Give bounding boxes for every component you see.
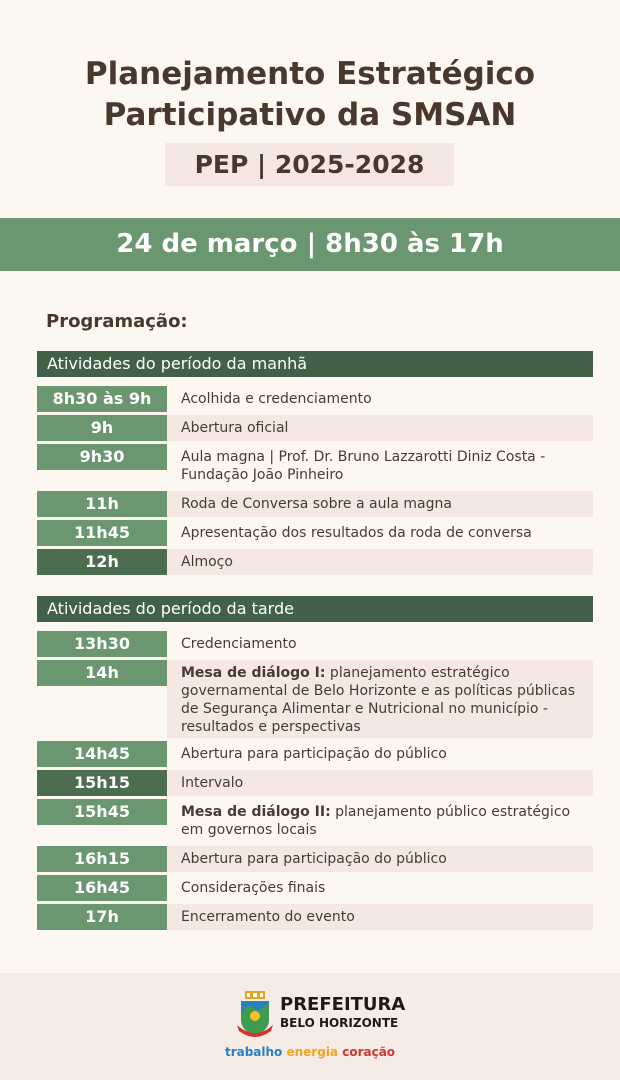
row-time: 14h — [37, 660, 167, 686]
schedule-row — [37, 631, 593, 657]
row-time: 13h30 — [37, 631, 167, 657]
morning-section — [37, 351, 593, 575]
row-desc — [167, 660, 593, 738]
row-time: 15h15 — [37, 770, 167, 796]
schedule-row — [37, 770, 593, 796]
date-banner: 24 de março | 8h30 às 17h — [0, 218, 620, 271]
row-desc: Apresentação dos resultados da roda de conversa — [181, 525, 532, 541]
footer — [0, 973, 620, 1080]
row-desc — [167, 799, 593, 843]
afternoon-heading: Atividades do período da tarde — [37, 596, 593, 622]
row-desc: Acolhida e credenciamento — [181, 391, 372, 407]
schedule-row — [37, 846, 593, 872]
row-desc-bold: Mesa de diálogo II: — [181, 804, 331, 820]
row-time: 12h — [37, 549, 167, 575]
row-time: 15h45 — [37, 799, 167, 825]
row-time: 8h30 às 9h — [37, 386, 167, 412]
logo-text-city: BELO HORIZONTE — [280, 1016, 399, 1030]
logo-text-prefeitura: PREFEITURA — [280, 994, 406, 1015]
row-time: 9h — [37, 415, 167, 441]
row-time: 9h30 — [37, 444, 167, 470]
city-logo — [236, 991, 406, 1041]
title-line-2: Participativo da SMSAN — [103, 97, 517, 133]
schedule-row — [37, 799, 593, 843]
row-time: 11h — [37, 491, 167, 517]
row-desc: Roda de Conversa sobre a aula magna — [167, 491, 593, 517]
schedule-row — [37, 549, 593, 575]
slogan-word-2: energia — [286, 1045, 339, 1059]
schedule-row — [37, 741, 593, 767]
schedule-row — [37, 444, 593, 488]
row-time: 16h15 — [37, 846, 167, 872]
row-desc: Abertura para participação do público — [167, 846, 593, 872]
program-label: Programação: — [46, 311, 188, 332]
afternoon-section — [37, 596, 593, 930]
page-title — [0, 54, 620, 136]
schedule-row — [37, 491, 593, 517]
row-desc-text: planejamento público estratégico em governos locais — [181, 804, 571, 838]
row-time: 11h45 — [37, 520, 167, 546]
row-desc: Aula magna | Prof. Dr. Bruno Lazzarotti Diniz Costa - Fundação João Pinheiro — [181, 449, 546, 483]
slogan-word-1: trabalho — [224, 1045, 283, 1059]
city-seal-icon — [236, 991, 274, 1039]
period-badge: PEP | 2025-2028 — [165, 143, 454, 186]
row-desc: Intervalo — [167, 770, 593, 796]
row-desc: Almoço — [167, 549, 593, 575]
row-desc-bold: Mesa de diálogo I: — [181, 665, 326, 681]
schedule-row — [37, 386, 593, 412]
row-time: 16h45 — [37, 875, 167, 901]
slogan-word-3: coração — [342, 1045, 396, 1059]
row-desc: Abertura para participação do público — [181, 746, 447, 762]
schedule-row — [37, 904, 593, 930]
slogan — [0, 1045, 620, 1059]
schedule-row — [37, 520, 593, 546]
row-desc: Considerações finais — [181, 880, 326, 896]
row-time: 14h45 — [37, 741, 167, 767]
schedule-row — [37, 415, 593, 441]
morning-heading: Atividades do período da manhã — [37, 351, 593, 377]
schedule-row — [37, 875, 593, 901]
row-desc: Abertura oficial — [167, 415, 593, 441]
row-time: 17h — [37, 904, 167, 930]
row-desc-text: planejamento estratégico governamental de Belo Horizonte e as políticas públicas de Segurança Alimentar e Nutricional no município - resultados e perspectivas — [181, 665, 576, 735]
row-desc: Credenciamento — [181, 636, 297, 652]
row-desc: Encerramento do evento — [167, 904, 593, 930]
title-line-1: Planejamento Estratégico — [84, 56, 536, 92]
schedule-row — [37, 660, 593, 738]
